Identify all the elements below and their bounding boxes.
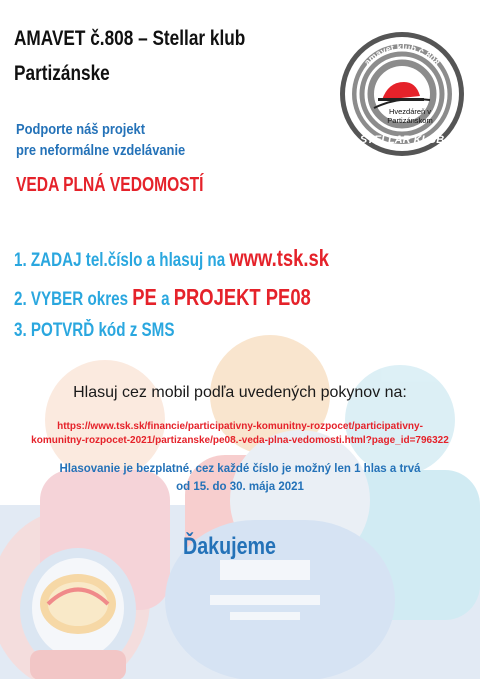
vote-link-line-2[interactable]: komunitny-rozpocet-2021/partizanske/pe08.-veda-plna-vedomosti.html?page_id=796322 [31, 435, 449, 446]
info-line-1: Hlasovanie je bezplatné, cez každé číslo je možný len 1 hlas a trvá [59, 463, 421, 475]
step-1-text: 1. ZADAJ tel.číslo a hlasuj na [14, 250, 226, 271]
support-line-1: Podporte náš projekt [16, 121, 146, 138]
step-2 [14, 284, 311, 311]
page-subtitle: Partizánske [14, 62, 110, 85]
step-2-project: PROJEKT PE08 [173, 284, 311, 310]
logo-inner-line1: Hvezdáreň v [388, 107, 432, 116]
step-2-and: a [161, 289, 170, 310]
step-2-text: 2. VYBER okres [14, 289, 129, 310]
step-1-link[interactable]: www.tsk.sk [229, 245, 329, 271]
logo-bottom-text: STELLAR KLUB [359, 134, 445, 146]
stellar-klub-logo [338, 30, 466, 158]
project-name: VEDA PLNÁ VEDOMOSTÍ [16, 174, 204, 196]
instructions-text: Hlasuj cez mobil podľa uvedených pokynov na: [73, 384, 407, 401]
step-1 [14, 245, 329, 272]
page-title: AMAVET č.808 – Stellar klub [14, 27, 246, 50]
support-line-2: pre neformálne vzdelávanie [16, 142, 186, 159]
info-line-2: od 15. do 30. mája 2021 [176, 481, 304, 493]
logo-ring-text: amavet klub č.808 [362, 41, 442, 68]
astronaut-helmet-icon [20, 548, 136, 679]
logo-inner-line2: Partizánskom [387, 116, 433, 125]
step-2-district: PE [132, 284, 157, 310]
step-3 [14, 320, 174, 342]
thanks-text: Ďakujeme [183, 533, 276, 560]
vote-link-line-1[interactable]: https://www.tsk.sk/financie/participativny-komunitny-rozpocet/participativny- [57, 421, 423, 432]
step-3-text: 3. POTVRĎ kód z SMS [14, 320, 175, 341]
